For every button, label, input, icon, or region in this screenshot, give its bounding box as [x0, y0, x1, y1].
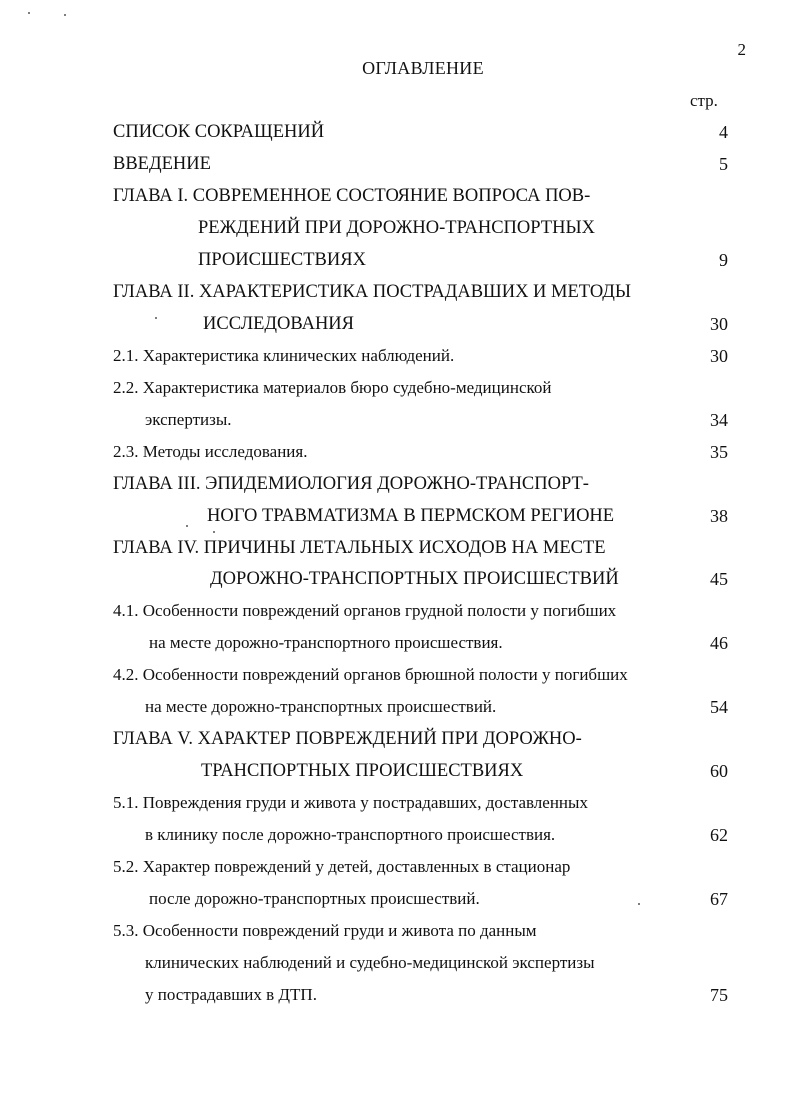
toc-page-chapter-4: 45 — [710, 569, 728, 589]
page-number: 2 — [737, 40, 746, 59]
toc-entry-section-4-1-line-1: 4.1. Особенности повреждений органов грудной полости у погибших — [113, 601, 617, 620]
toc-page-section-5-2: 67 — [710, 889, 728, 909]
toc-entry-section-2-1: 2.1. Характеристика клинических наблюдений. — [113, 346, 455, 365]
toc-page-section-5-3: 75 — [710, 985, 728, 1005]
toc-entry-section-5-3-line-2: клинических наблюдений и судебно-медицинской экспертизы — [145, 953, 595, 972]
toc-page-abbreviations: 4 — [719, 122, 728, 142]
toc-page-chapter-5: 60 — [710, 761, 728, 781]
toc-page-section-4-2: 54 — [710, 697, 728, 717]
toc-entry-abbreviations: СПИСОК СОКРАЩЕНИЙ — [113, 122, 325, 142]
toc-entry-section-4-2-line-2: на месте дорожно-транспортных происшествий. — [145, 697, 497, 716]
toc-entry-introduction: ВВЕДЕНИЕ — [113, 154, 211, 174]
toc-page-chapter-3: 38 — [710, 506, 728, 526]
toc-page-section-2-1: 30 — [710, 346, 728, 366]
toc-entry-chapter-1-line-3: ПРОИСШЕСТВИЯХ — [198, 250, 366, 270]
scan-speck — [155, 317, 157, 319]
toc-page-section-5-1: 62 — [710, 825, 728, 845]
toc-entry-chapter-4-line-1: ГЛАВА IV. ПРИЧИНЫ ЛЕТАЛЬНЫХ ИСХОДОВ НА МЕСТЕ — [113, 538, 606, 558]
toc-entry-section-2-3: 2.3. Методы исследования. — [113, 442, 308, 461]
toc-entry-chapter-3-line-2: НОГО ТРАВМАТИЗМА В ПЕРМСКОМ РЕГИОНЕ — [207, 506, 615, 526]
toc-entry-chapter-1-line-1: ГЛАВА I. СОВРЕМЕННОЕ СОСТОЯНИЕ ВОПРОСА ПОВ- — [113, 186, 591, 206]
toc-entry-chapter-3-line-1: ГЛАВА III. ЭПИДЕМИОЛОГИЯ ДОРОЖНО-ТРАНСПОРТ- — [113, 474, 589, 494]
toc-entry-section-2-2-line-2: экспертизы. — [145, 410, 232, 429]
toc-page-section-2-3: 35 — [710, 442, 728, 462]
toc-entry-chapter-5-line-2: ТРАНСПОРТНЫХ ПРОИСШЕСТВИЯХ — [201, 761, 524, 781]
page-column-header: стр. — [690, 91, 718, 110]
toc-page-section-2-2: 34 — [710, 410, 728, 430]
toc-entry-section-4-1-line-2: на месте дорожно-транспортного происшествия. — [149, 633, 503, 652]
toc-page-introduction: 5 — [719, 154, 728, 174]
scan-speck — [64, 14, 66, 16]
toc-page-chapter-2: 30 — [710, 314, 728, 334]
toc-entry-section-5-3-line-3: у пострадавших в ДТП. — [145, 985, 317, 1004]
toc-entry-chapter-4-line-2: ДОРОЖНО-ТРАНСПОРТНЫХ ПРОИСШЕСТВИЙ — [210, 569, 619, 589]
toc-entry-section-5-2-line-1: 5.2. Характер повреждений у детей, доставленных в стационар — [113, 857, 571, 876]
scan-speck — [638, 903, 640, 905]
toc-entry-section-5-1-line-1: 5.1. Повреждения груди и живота у пострадавших, доставленных — [113, 793, 588, 812]
toc-entry-section-5-1-line-2: в клинику после дорожно-транспортного происшествия. — [145, 825, 556, 844]
scan-speck — [186, 525, 188, 527]
toc-page-chapter-1: 9 — [719, 250, 728, 270]
toc-entry-chapter-2-line-2: ИССЛЕДОВАНИЯ — [203, 314, 354, 334]
toc-entry-chapter-1-line-2: РЕЖДЕНИЙ ПРИ ДОРОЖНО-ТРАНСПОРТНЫХ — [198, 218, 595, 238]
toc-entry-chapter-2-line-1: ГЛАВА II. ХАРАКТЕРИСТИКА ПОСТРАДАВШИХ И МЕТОДЫ — [113, 282, 632, 302]
toc-entry-chapter-5-line-1: ГЛАВА V. ХАРАКТЕР ПОВРЕЖДЕНИЙ ПРИ ДОРОЖНО- — [113, 729, 582, 749]
scan-speck — [28, 12, 30, 14]
page-title: ОГЛАВЛЕНИЕ — [362, 58, 484, 78]
toc-entry-section-4-2-line-1: 4.2. Особенности повреждений органов брюшной полости у погибших — [113, 665, 628, 684]
toc-entry-section-2-2-line-1: 2.2. Характеристика материалов бюро судебно-медицинской — [113, 378, 552, 397]
toc-entry-section-5-2-line-2: после дорожно-транспортных происшествий. — [149, 889, 480, 908]
toc-entry-section-5-3-line-1: 5.3. Особенности повреждений груди и живота по данным — [113, 921, 537, 940]
scan-speck — [213, 531, 215, 533]
toc-page-section-4-1: 46 — [710, 633, 728, 653]
